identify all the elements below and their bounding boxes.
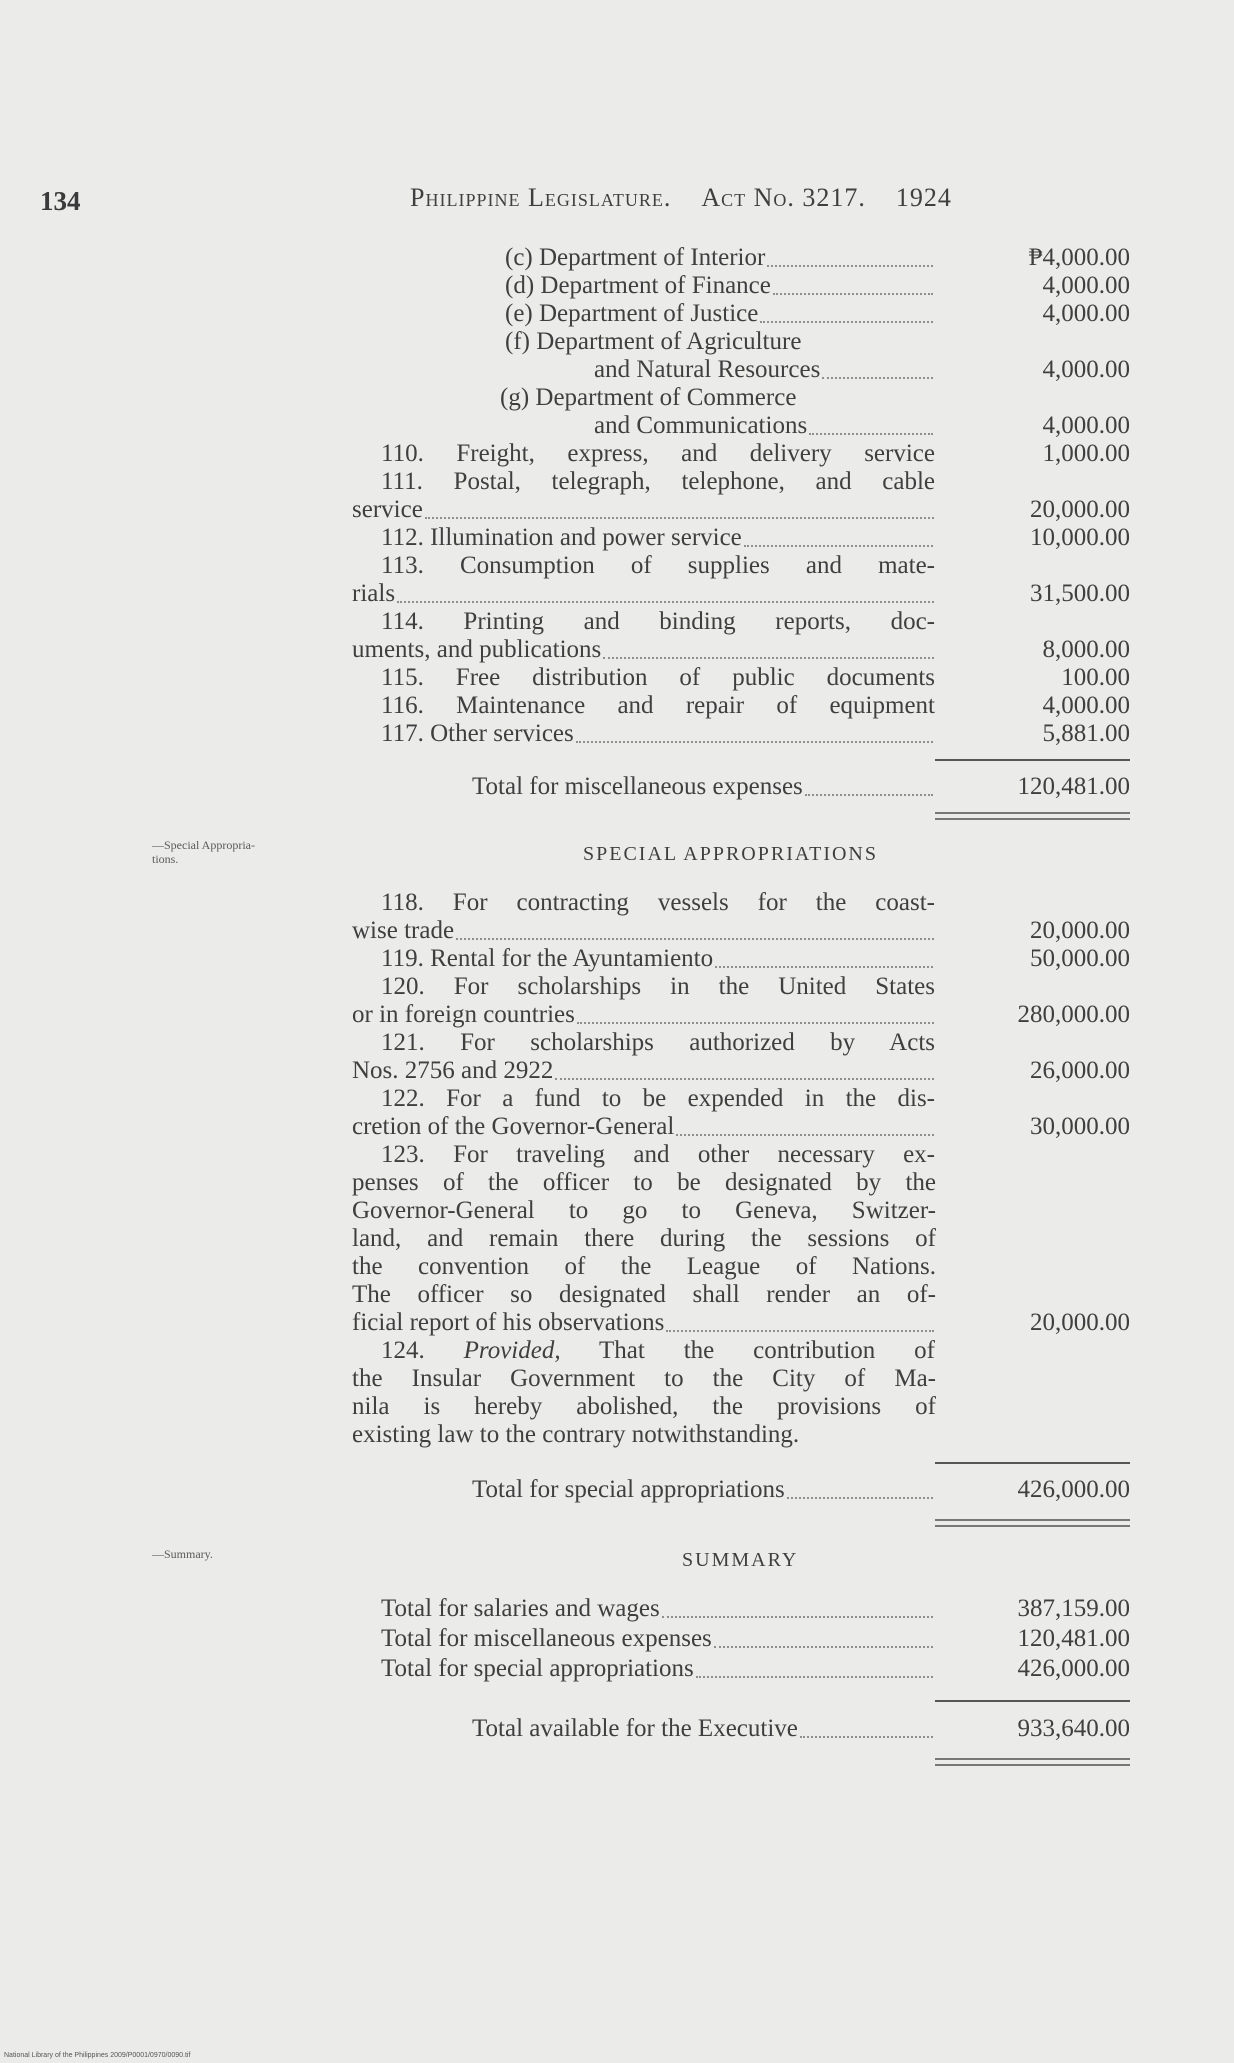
margin-note-special: —Special Appropria- tions. xyxy=(152,838,255,866)
special-line: cretion of the Governor-General xyxy=(352,1112,936,1142)
page-number: 134 xyxy=(40,186,81,216)
misc-amount: 20,000.00 xyxy=(1030,496,1130,523)
special-amount: 50,000.00 xyxy=(1030,945,1130,972)
double-rule xyxy=(935,812,1130,820)
double-rule xyxy=(935,1758,1130,1766)
misc-line: 112. Illumination and power service xyxy=(381,523,935,553)
misc-line: 110. Freight, express, and delivery service xyxy=(381,440,935,467)
misc-line: (e) Department of Justice xyxy=(505,299,935,329)
misc-amount: 31,500.00 xyxy=(1030,580,1130,607)
misc-amount: 5,881.00 xyxy=(1042,720,1130,747)
special-line: the convention of the League of Nations. xyxy=(352,1253,936,1280)
special-line: land, and remain there during the sessions of xyxy=(352,1225,936,1252)
special-amount: 280,000.00 xyxy=(1017,1001,1130,1028)
proviso-line: 124. Provided, That the contribution of xyxy=(381,1337,935,1364)
misc-line: and Communications xyxy=(594,411,935,441)
executive-total-label: Total available for the Executive xyxy=(472,1714,935,1744)
misc-amount: 4,000.00 xyxy=(1042,356,1130,383)
misc-total-amount: 120,481.00 xyxy=(1017,773,1130,800)
special-line: 119. Rental for the Ayuntamiento xyxy=(381,944,935,974)
special-line: penses of the officer to be designated by the xyxy=(352,1169,936,1196)
running-head-legislature: Philippine Legislature. xyxy=(410,183,672,212)
margin-note-summary: —Summary. xyxy=(152,1547,213,1561)
misc-line: and Natural Resources xyxy=(594,355,935,385)
scan-footer: National Library of the Philippines 2009/P0001/0970/0090.tif xyxy=(4,2052,191,2059)
summary-amount: 120,481.00 xyxy=(1017,1625,1130,1652)
misc-line: (g) Department of Commerce xyxy=(500,384,797,411)
special-amount: 26,000.00 xyxy=(1030,1057,1130,1084)
special-line: wise trade xyxy=(352,916,936,946)
special-line: or in foreign countries xyxy=(352,1000,936,1030)
misc-line: 116. Maintenance and repair of equipment xyxy=(381,692,935,719)
special-amount: 20,000.00 xyxy=(1030,1309,1130,1336)
misc-line: 117. Other services xyxy=(381,719,935,749)
summary-line: Total for miscellaneous expenses xyxy=(381,1624,935,1654)
special-heading: SPECIAL APPROPRIATIONS xyxy=(583,843,878,865)
misc-amount: 4,000.00 xyxy=(1042,272,1130,299)
misc-line: (c) Department of Interior xyxy=(505,243,935,273)
total-rule xyxy=(935,1700,1130,1702)
misc-total-label: Total for miscellaneous expenses xyxy=(472,772,935,802)
special-line: 121. For scholarships authorized by Acts xyxy=(381,1029,935,1056)
special-total-amount: 426,000.00 xyxy=(1017,1476,1130,1503)
misc-amount: 10,000.00 xyxy=(1030,524,1130,551)
misc-line: 113. Consumption of supplies and mate- xyxy=(381,552,935,579)
proviso-line: the Insular Government to the City of Ma- xyxy=(352,1365,936,1392)
proviso-line: existing law to the contrary notwithstanding. xyxy=(352,1421,800,1448)
misc-amount: 4,000.00 xyxy=(1042,412,1130,439)
misc-line: uments, and publications xyxy=(352,635,936,665)
misc-amount: 100.00 xyxy=(1061,664,1130,691)
misc-line: service xyxy=(352,495,936,525)
special-line: The officer so designated shall render an of- xyxy=(352,1281,936,1308)
total-rule xyxy=(935,1462,1130,1464)
summary-amount: 387,159.00 xyxy=(1017,1595,1130,1622)
summary-line: Total for salaries and wages xyxy=(381,1594,935,1624)
total-rule xyxy=(935,759,1130,761)
special-line: ficial report of his observations xyxy=(352,1308,936,1338)
special-line: 118. For contracting vessels for the coast- xyxy=(381,889,935,916)
double-rule xyxy=(935,1519,1130,1527)
special-amount: 20,000.00 xyxy=(1030,917,1130,944)
special-line: 123. For traveling and other necessary ex- xyxy=(381,1141,935,1168)
misc-amount: 8,000.00 xyxy=(1042,636,1130,663)
misc-line: (f) Department of Agriculture xyxy=(505,328,802,355)
running-head xyxy=(410,183,952,213)
misc-line: 115. Free distribution of public documents xyxy=(381,664,935,691)
misc-amount: 1,000.00 xyxy=(1042,440,1130,467)
special-line: 122. For a fund to be expended in the dis- xyxy=(381,1085,935,1112)
misc-line: (d) Department of Finance xyxy=(505,271,935,301)
misc-line: 114. Printing and binding reports, doc- xyxy=(381,608,935,635)
running-head-year: 1924 xyxy=(895,183,952,212)
running-head-act: Act No. 3217. xyxy=(701,183,866,212)
special-line: 120. For scholarships in the United States xyxy=(381,973,935,1000)
misc-line: rials xyxy=(352,579,936,609)
special-total-label: Total for special appropriations xyxy=(472,1475,935,1505)
special-amount: 30,000.00 xyxy=(1030,1113,1130,1140)
special-line: Nos. 2756 and 2922 xyxy=(352,1056,936,1086)
summary-heading: SUMMARY xyxy=(682,1549,799,1571)
proviso-line: nila is hereby abolished, the provisions of xyxy=(352,1393,936,1420)
misc-line: 111. Postal, telegraph, telephone, and cable xyxy=(381,468,935,495)
special-line: Governor-General to go to Geneva, Switzer- xyxy=(352,1197,936,1224)
executive-total-amount: 933,640.00 xyxy=(1017,1715,1130,1742)
summary-amount: 426,000.00 xyxy=(1017,1655,1130,1682)
misc-amount: 4,000.00 xyxy=(1042,300,1130,327)
summary-line: Total for special appropriations xyxy=(381,1654,935,1684)
misc-amount: 4,000.00 xyxy=(1042,692,1130,719)
misc-amount: ₱4,000.00 xyxy=(1028,244,1130,271)
